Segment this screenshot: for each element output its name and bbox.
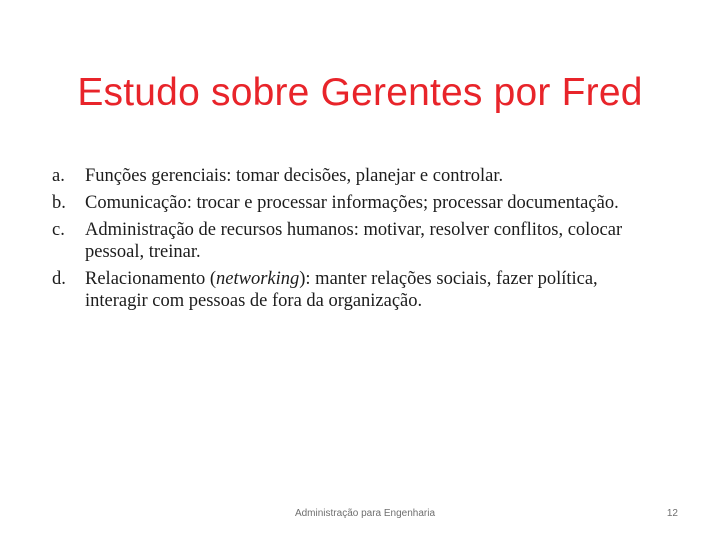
list-item-b — [52, 192, 692, 214]
list-item-a-text: Funções gerenciais: tomar decisões, planejar e controlar. — [85, 166, 504, 186]
list-marker-d: d. — [52, 269, 66, 289]
slide-title: Estudo sobre Gerentes por Fred — [77, 71, 643, 114]
list-item-b-text: Comunicação: trocar e processar informações; processar documentação. — [85, 193, 619, 213]
list-marker-b: b. — [52, 193, 66, 213]
list-item-d — [52, 268, 692, 312]
list-item-d-line-1 — [85, 268, 692, 290]
list-item-d-start: Relacionamento ( — [85, 269, 216, 289]
list-item-c-line-1: Administração de recursos humanos: motivar, resolver conflitos, colocar — [85, 220, 623, 240]
list-item-c — [52, 219, 692, 263]
content-list — [52, 165, 692, 317]
list-item-c-line-2: pessoal, treinar. — [85, 242, 201, 262]
list-marker-a: a. — [52, 166, 65, 186]
footer-text: Administração para Engenharia — [294, 508, 436, 519]
list-item-d-line-2: interagir com pessoas de fora da organização. — [85, 291, 423, 311]
list-marker-c: c. — [52, 220, 65, 240]
list-item-d-end: ): manter relações sociais, fazer política, — [299, 269, 598, 289]
list-item-a — [52, 165, 692, 187]
page-number: 12 — [666, 508, 678, 519]
networking-term: networking — [216, 269, 300, 289]
